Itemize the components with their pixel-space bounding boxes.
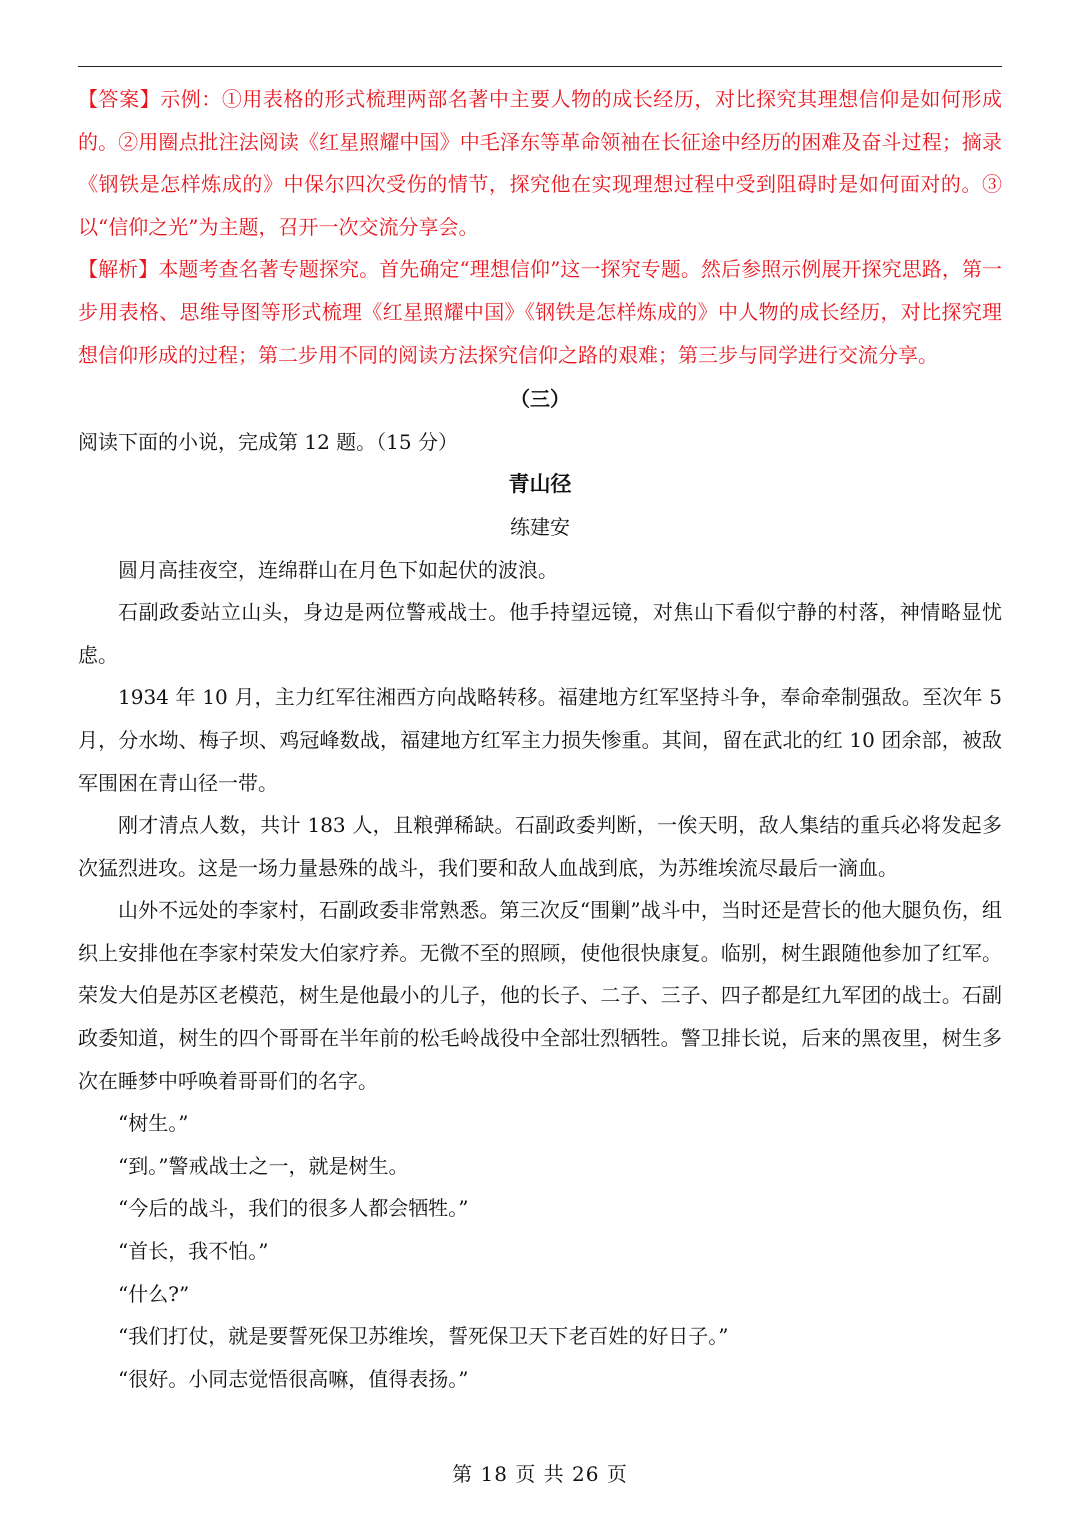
dialogue-line: “什么?” (118, 1281, 190, 1306)
section-instruction: 阅读下面的小说，完成第 12 题。（15 分） (78, 429, 458, 454)
story-paragraph: 圆月高挂夜空，连绵群山在月色下如起伏的波浪。 (118, 557, 558, 582)
dialogue-line: “首长，我不怕。” (118, 1239, 269, 1264)
dialogue-line: “今后的战斗，我们的很多人都会牺牲。” (118, 1196, 469, 1221)
header-rule (78, 66, 1002, 67)
page-number: 第 18 页 共 26 页 (452, 1462, 628, 1486)
analysis-tag: 【解析】 (78, 257, 159, 282)
story-paragraph: 刚才清点人数，共计 183 人，且粮弹稀缺。石副政委判断，一俟天明，敌人集结的重兵必将发起多次猛烈进攻。这是一场力量悬殊的战斗，我们要和敌人血战到底，为苏维埃流尽最后一滴血。 (78, 813, 1002, 880)
analysis-text: 本题考查名著专题探究。首先确定“理想信仰”这一探究专题。然后参照示例展开探究思路，第一步用表格、思维导图等形式梳理《红星照耀中国》《钢铁是怎样炼成的》中人物的成长经历，对比探究理想信仰形成的过程；第二步用不同的阅读方法探究信仰之路的艰难；第三步与同学进行交流分享。 (78, 257, 1002, 367)
answer-tag: 【答案】 (78, 87, 161, 111)
dialogue-line: “到。”警戒战士之一，就是树生。 (118, 1153, 409, 1178)
dialogue-line: “树生。” (118, 1111, 189, 1136)
dialogue-line: “我们打仗，就是要誓死保卫苏维埃，誓死保卫天下老百姓的好日子。” (118, 1324, 729, 1349)
story-paragraph: 1934 年 10 月，主力红军往湘西方向战略转移。福建地方红军坚持斗争，奉命牵制强敌。至次年 5 月，分水坳、梅子坝、鸡冠峰数战，福建地方红军主力损失惨重。其间，留在武北的红 10 团余部，被敌军围困在青山径一带。 (78, 685, 1002, 795)
answer-paragraph (78, 78, 1002, 248)
story-author: 练建安 (510, 514, 570, 539)
story-paragraph: 山外不远处的李家村，石副政委非常熟悉。第三次反“围剿”战斗中，当时还是营长的他大腿负伤，组织上安排他在李家村荣发大伯家疗养。无微不至的照顾，使他很快康复。临别，树生跟随他参加了红军。荣发大伯是苏区老模范，树生是他最小的儿子，他的长子、二子、三子、四子都是红九军团的战士。石副政委知道，树生的四个哥哥在半年前的松毛岭战役中全部壮烈牺牲。警卫排长说，后来的黑夜里，树生多次在睡梦中呼唤着哥哥们的名字。 (78, 898, 1002, 1093)
story-title: 青山径 (508, 471, 572, 497)
dialogue-line: “很好。小同志觉悟很高嘛，值得表扬。” (118, 1366, 469, 1391)
analysis-paragraph (78, 248, 1002, 376)
story-paragraph: 石副政委站立山头，身边是两位警戒战士。他手持望远镜，对焦山下看似宁静的村落，神情略显忧虑。 (78, 600, 1002, 667)
document-page (78, 78, 1002, 1400)
section-title: （三） (510, 387, 570, 412)
answer-text: 示例：①用表格的形式梳理两部名著中主要人物的成长经历，对比探究其理想信仰是如何形成的。②用圈点批注法阅读《红星照耀中国》中毛泽东等革命领袖在长征途中经历的困难及奋斗过程；摘录《钢铁是怎样炼成的》中保尔四次受伤的情节，探究他在实现理想过程中受到阻碍时是如何面对的。③以“信仰之光”为主题，召开一次交流分享会。 (78, 87, 1003, 239)
